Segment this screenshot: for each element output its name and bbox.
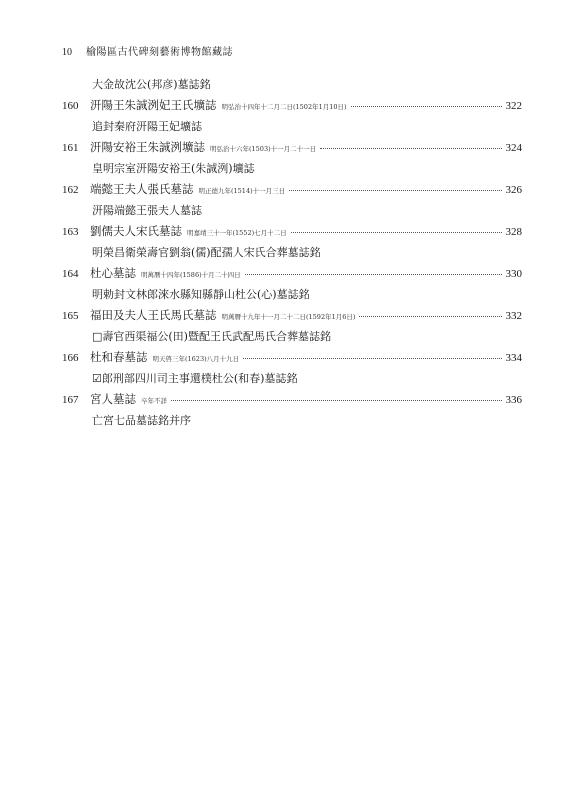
toc-subtitle: 大金故沈公(邦彦)墓誌銘: [92, 78, 211, 91]
entry-title: 劉儒夫人宋氏墓誌: [90, 224, 182, 238]
entry-number: 165: [62, 310, 79, 322]
entry-page: 330: [505, 268, 522, 280]
toc-entry[interactable]: [62, 389, 522, 410]
dot-leader: [320, 147, 501, 149]
dot-leader: [243, 357, 501, 359]
toc-subtitle: 追封秦府汧陽王妃壙誌: [92, 120, 202, 133]
entry-number: 162: [62, 184, 79, 196]
toc-entry[interactable]: [62, 221, 522, 242]
dot-leader: [291, 231, 502, 233]
entry-date: 明萬曆十九年十一月二十二日(1592年1月6日): [221, 313, 356, 321]
entry-page: 336: [505, 394, 522, 406]
toc-entry[interactable]: [62, 95, 522, 116]
entry-page: 326: [505, 184, 522, 196]
toc-subtitle: 明榮昌衛榮壽官劉翁(儒)配孺人宋氏合葬墓誌銘: [92, 246, 321, 259]
entry-number: 166: [62, 352, 79, 364]
entry-title: 杜心墓誌: [90, 266, 136, 280]
entry-page: 334: [505, 352, 522, 364]
running-title: 榆陽區古代碑刻藝術博物館藏誌: [86, 47, 233, 58]
toc-subtitle: ☑郎刑部四川司主事還樸杜公(和春)墓誌銘: [92, 372, 298, 385]
entry-date: 明弘治十六年(1503)十一月二十一日: [210, 145, 317, 153]
entry-date: 卒年不詳: [141, 397, 167, 405]
entry-number: 163: [62, 226, 79, 238]
entry-title: 杜和春墓誌: [90, 350, 148, 364]
toc-subtitle: 汧陽端懿王張夫人墓誌: [92, 204, 202, 217]
entry-date: 明天啓三年(1623)八月十九日: [152, 355, 240, 363]
entry-number: 164: [62, 268, 79, 280]
entry-date: 明弘治十四年十二月二日(1502年1月10日): [221, 103, 347, 111]
entry-date: 明萬曆十四年(1586)十月二十四日: [141, 271, 241, 279]
page-number: 10: [62, 47, 72, 58]
entry-page: 322: [505, 100, 522, 112]
entry-page: 328: [505, 226, 522, 238]
dot-leader: [351, 105, 502, 107]
toc-subtitle: 亡宮七品墓誌銘并序: [92, 414, 191, 427]
toc-subtitle: 明勅封文林郎淶水縣知縣靜山杜公(心)墓誌銘: [92, 288, 310, 301]
toc-entry[interactable]: [62, 263, 522, 284]
page-header: [62, 43, 233, 58]
entry-date: 明正德九年(1514)十一月三日: [198, 187, 286, 195]
dot-leader: [171, 399, 502, 401]
toc-subtitle: 皇明宗室汧陽安裕王(朱誠洌)壙誌: [92, 162, 255, 175]
entry-number: 161: [62, 142, 79, 154]
toc-subtitle: □壽官西渠福公(田)暨配王氏武配馬氏合葬墓誌銘: [92, 330, 331, 343]
toc-entry[interactable]: [62, 305, 522, 326]
toc-entry[interactable]: [62, 347, 522, 368]
entry-title: 汧陽王朱誠洌妃王氏壙誌: [90, 98, 217, 112]
dot-leader: [289, 189, 501, 191]
entry-number: 167: [62, 394, 79, 406]
toc-entry[interactable]: [62, 137, 522, 158]
entry-number: 160: [62, 100, 79, 112]
table-of-contents: [62, 74, 522, 431]
entry-page: 332: [505, 310, 522, 322]
dot-leader: [359, 315, 501, 317]
entry-date: 明嘉靖三十一年(1552)七月十二日: [187, 229, 287, 237]
entry-title: 宮人墓誌: [90, 392, 136, 406]
toc-entry[interactable]: [62, 179, 522, 200]
entry-title: 端懿王夫人張氏墓誌: [90, 182, 194, 196]
entry-title: 福田及夫人王氏馬氏墓誌: [90, 308, 217, 322]
dot-leader: [245, 273, 502, 275]
entry-title: 汧陽安裕王朱誠洌壙誌: [90, 140, 205, 154]
entry-page: 324: [505, 142, 522, 154]
